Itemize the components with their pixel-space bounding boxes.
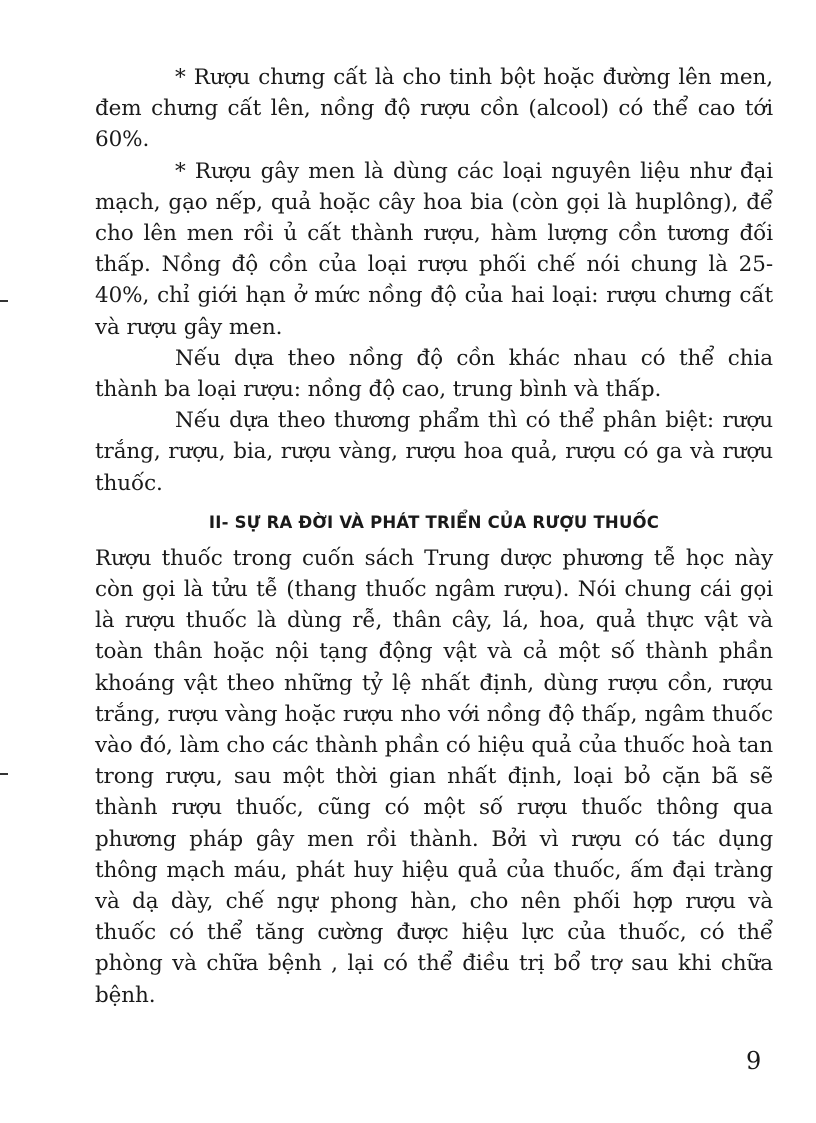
scan-margin-mark — [0, 300, 8, 302]
paragraph-fermented-liquor: * Rượu gây men là dùng các loại nguyên liệu như đại mạch, gạo nếp, quả hoặc cây hoa bia (còn gọi là huplông), để cho lên men rồi ủ cất thành rượu, hàm lượng cồn tương đối thấp. Nồng độ cồn của loại rượu phối chế nói chung là 25-40%, chỉ giới hạn ở mức nồng độ của hai loại: rượu chưng cất và rượu gây men. — [95, 158, 773, 340]
paragraph-alcohol-concentration: Nếu dựa theo nồng độ cồn khác nhau có thể chia thành ba loại rượu: nồng độ cao, trung bình và thấp. — [95, 345, 773, 403]
paragraph-commercial-types: Nếu dựa theo thương phẩm thì có thể phân biệt: rượu trắng, rượu, bia, rượu vàng, rượu hoa quả, rượu có ga và rượu thuốc. — [95, 408, 773, 496]
paragraph-distilled-liquor: * Rượu chưng cất là cho tinh bột hoặc đường lên men, đem chưng cất lên, nồng độ rượu cồn (alcool) có thể cao tới 60%. — [95, 65, 773, 153]
section-heading: II- SỰ RA ĐỜI VÀ PHÁT TRIỂN CỦA RƯỢU THUỐC — [208, 512, 660, 532]
page-number: 9 — [746, 1047, 762, 1075]
page-body — [95, 62, 773, 1011]
paragraph-medicinal-wine: Rượu thuốc trong cuốn sách Trung dược phương tễ học này còn gọi là tửu tễ (thang thuốc ngâm rượu). Nói chung cái gọi là rượu thuốc là dùng rễ, thân cây, lá, hoa, quả thực vật và toàn thân hoặc nội tạng động vật và cả một số thành phần khoáng vật theo những tỷ lệ nhất định, dùng rượu cồn, rượu trắng, rượu vàng hoặc rượu nho với nồng độ thấp, ngâm thuốc vào đó, làm cho các thành phần có hiệu quả của thuốc hoà tan trong rượu, sau một thời gian nhất định, loại bỏ cặn bã sẽ thành rượu thuốc, cũng có một số rượu thuốc thông qua phương pháp gây men rồi thành. Bởi vì rượu có tác dụng thông mạch máu, phát huy hiệu quả của thuốc, ấm đại tràng và dạ dày, chế ngự phong hàn, cho nên phối hợp rượu và thuốc có thể tăng cường được hiệu lực của thuốc, có thể phòng và chữa bệnh , lại có thể điều trị bổ trợ sau khi chữa bệnh. — [95, 545, 773, 1008]
scan-margin-mark — [0, 773, 8, 775]
